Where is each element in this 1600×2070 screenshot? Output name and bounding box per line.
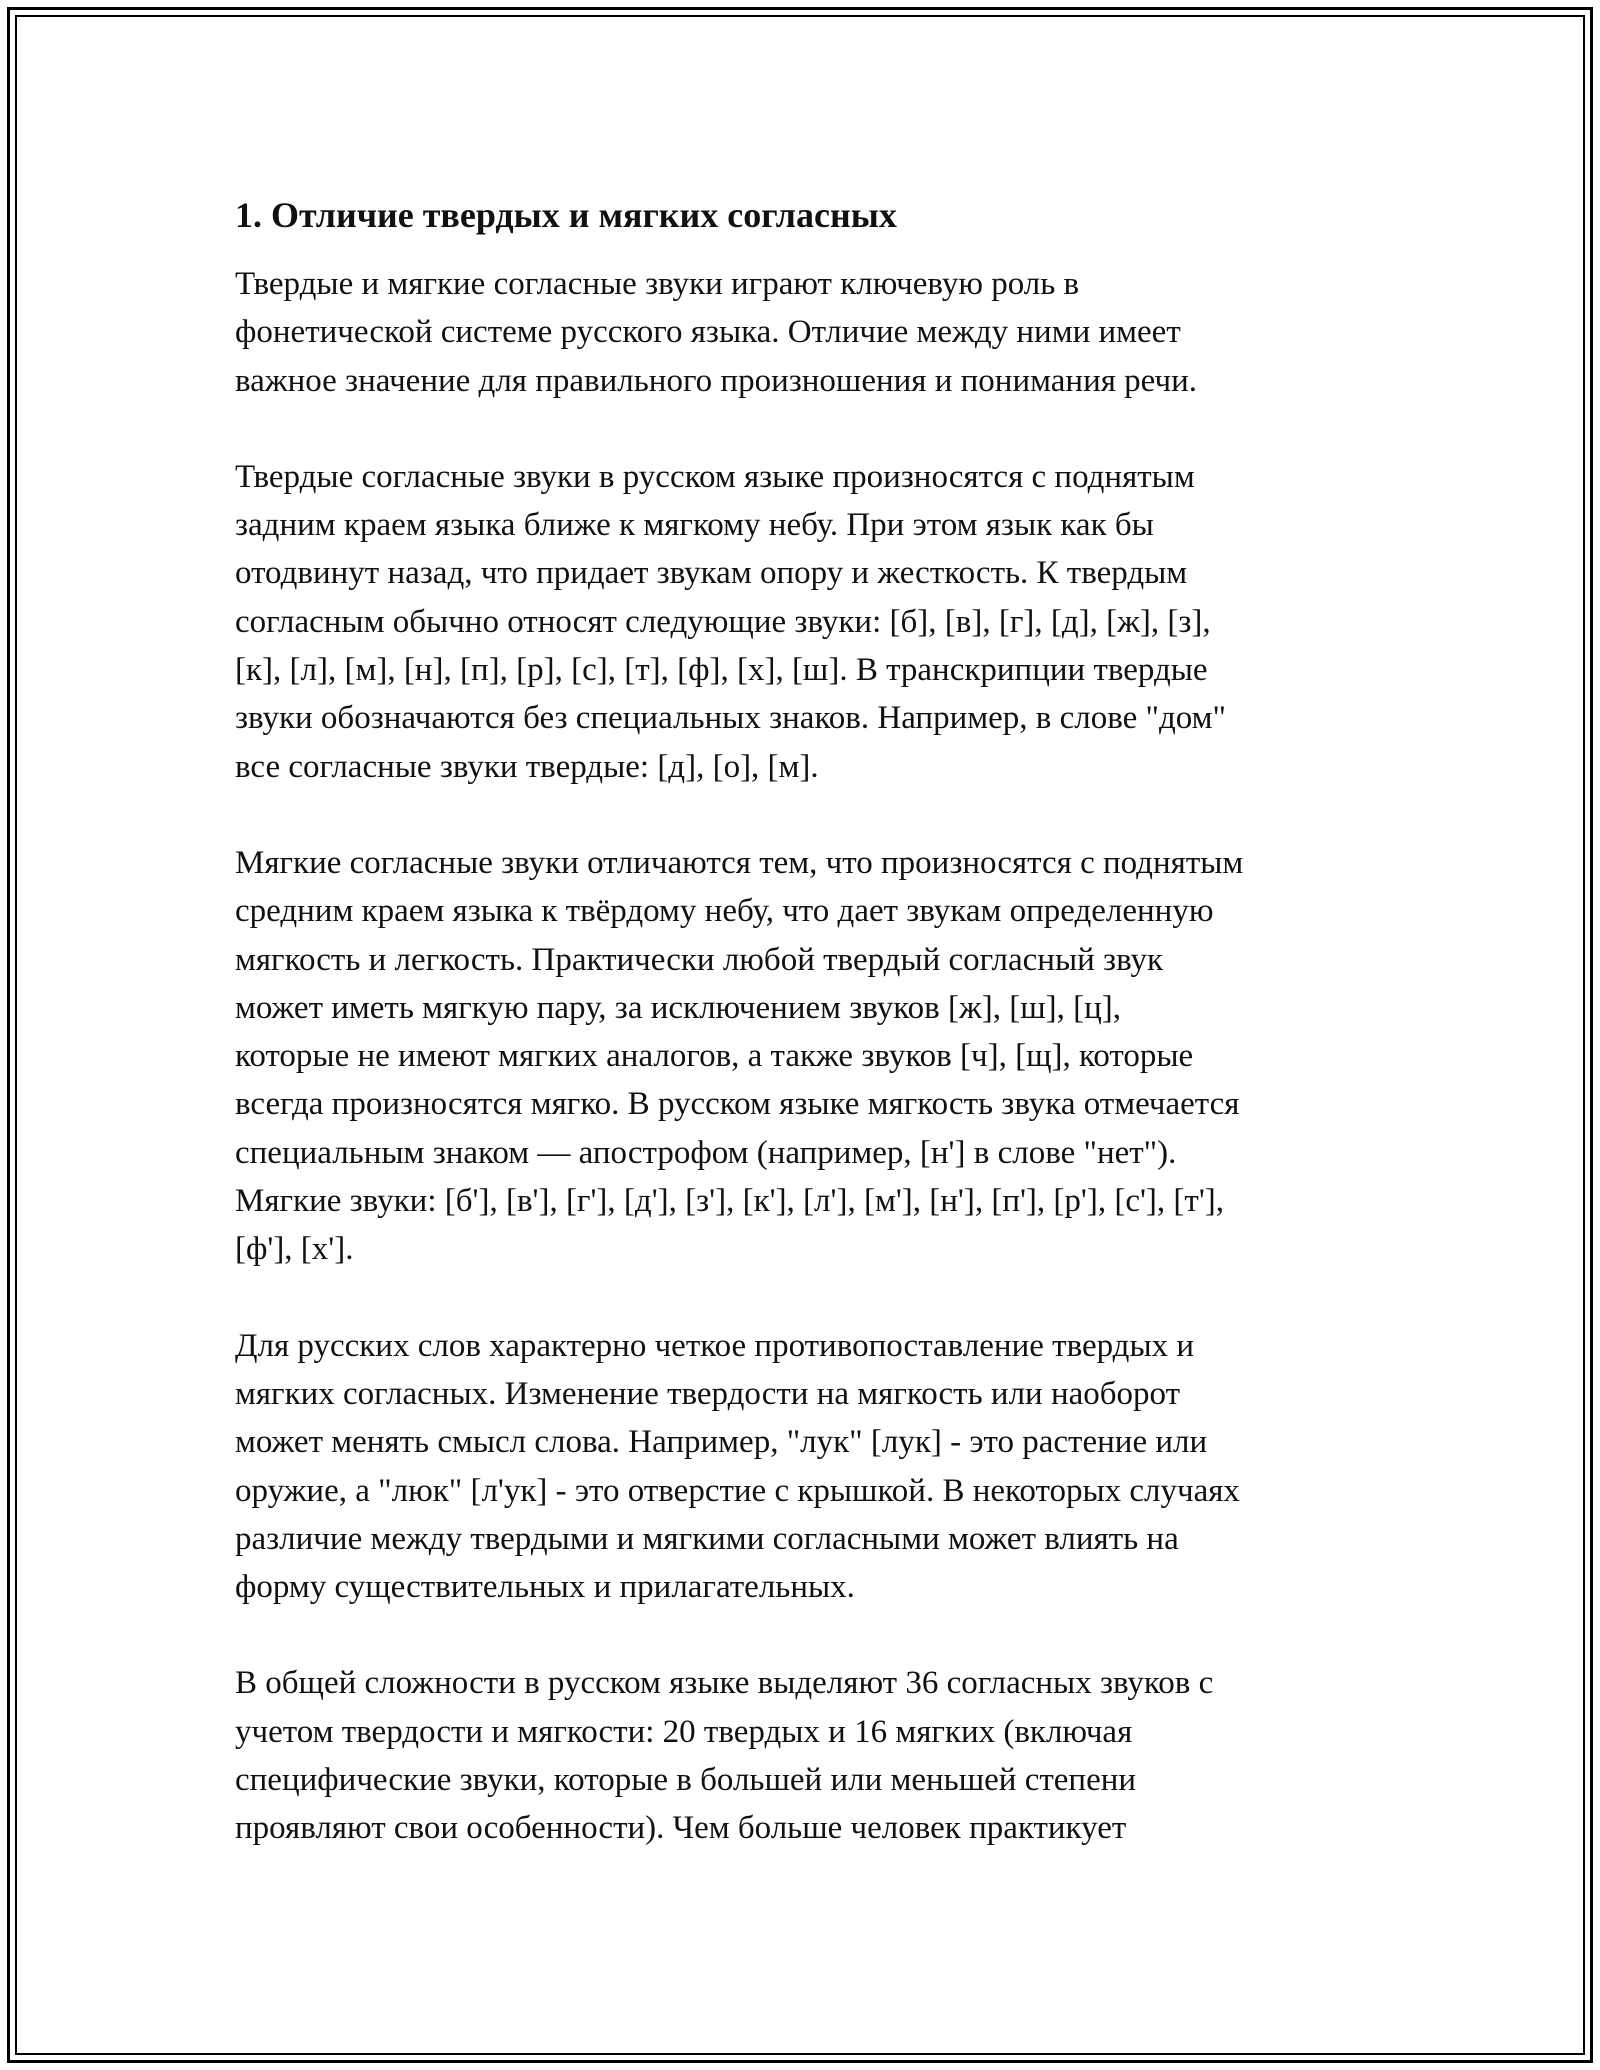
paragraph-hard-consonants: Твердые согласные звуки в русском языке произносятся с поднятым задним краем языка ближе к мягкому небу. При этом язык как бы отодвинут назад, что придает звукам опору и жесткость. К твердым согласным обычно относят следующие звуки: [б], [в], [г], [д], [ж], [з], [к], [л], [м], [н], [п], [р], [с], [т], [ф], [х], [ш]. В транскрипции твердые звуки обозначаются без специальных знаков. Например, в слове "дом" все согласные звуки твердые: [д], [о], [м]. [235, 458, 1226, 785]
document-body [235, 188, 1375, 1901]
paragraph-intro: Твердые и мягкие согласные звуки играют ключевую роль в фонетической системе русского языка. Отличие между ними имеет важное значение для правильного произношения и понимания речи. [235, 266, 1198, 399]
section-heading: 1. Отличие твердых и мягких согласных [235, 195, 897, 235]
paragraph-soft-consonants: Мягкие согласные звуки отличаются тем, что произносятся с поднятым средним краем языка к твёрдому небу, что дает звукам определенную мягкость и легкость. Практически любой твердый согласный звук может иметь мягкую пару, за исключением звуков [ж], [ш], [ц], которые не имеют мягких аналогов, а также звуков [ч], [щ], которые всегда произносятся мягко. В русском языке мягкость звука отмечается специальным знаком — апострофом (например, [н'] в слове "нет"). Мягкие звуки: [б'], [в'], [г'], [д'], [з'], [к'], [л'], [м'], [н'], [п'], [р'], [с'], [т'], [ф'], [х']. [235, 844, 1244, 1268]
paragraph-opposition: Для русских слов характерно четкое противопоставление твердых и мягких согласных. Изменение твердости на мягкость или наоборот может менять смысл слова. Например, "лук" [лук] - это растение или оружие, а "люк" [л'ук] - это отверстие с крышкой. В некоторых случаях различие между твердыми и мягкими согласными может влиять на форму существительных и прилагательных. [235, 1327, 1240, 1606]
paragraph-total-count: В общей сложности в русском языке выделяют 36 согласных звуков с учетом твердости и мягкости: 20 твердых и 16 мягких (включая специфические звуки, которые в большей или меньшей степени проявляют свои особенности). Чем больше человек практикует [235, 1665, 1214, 1847]
